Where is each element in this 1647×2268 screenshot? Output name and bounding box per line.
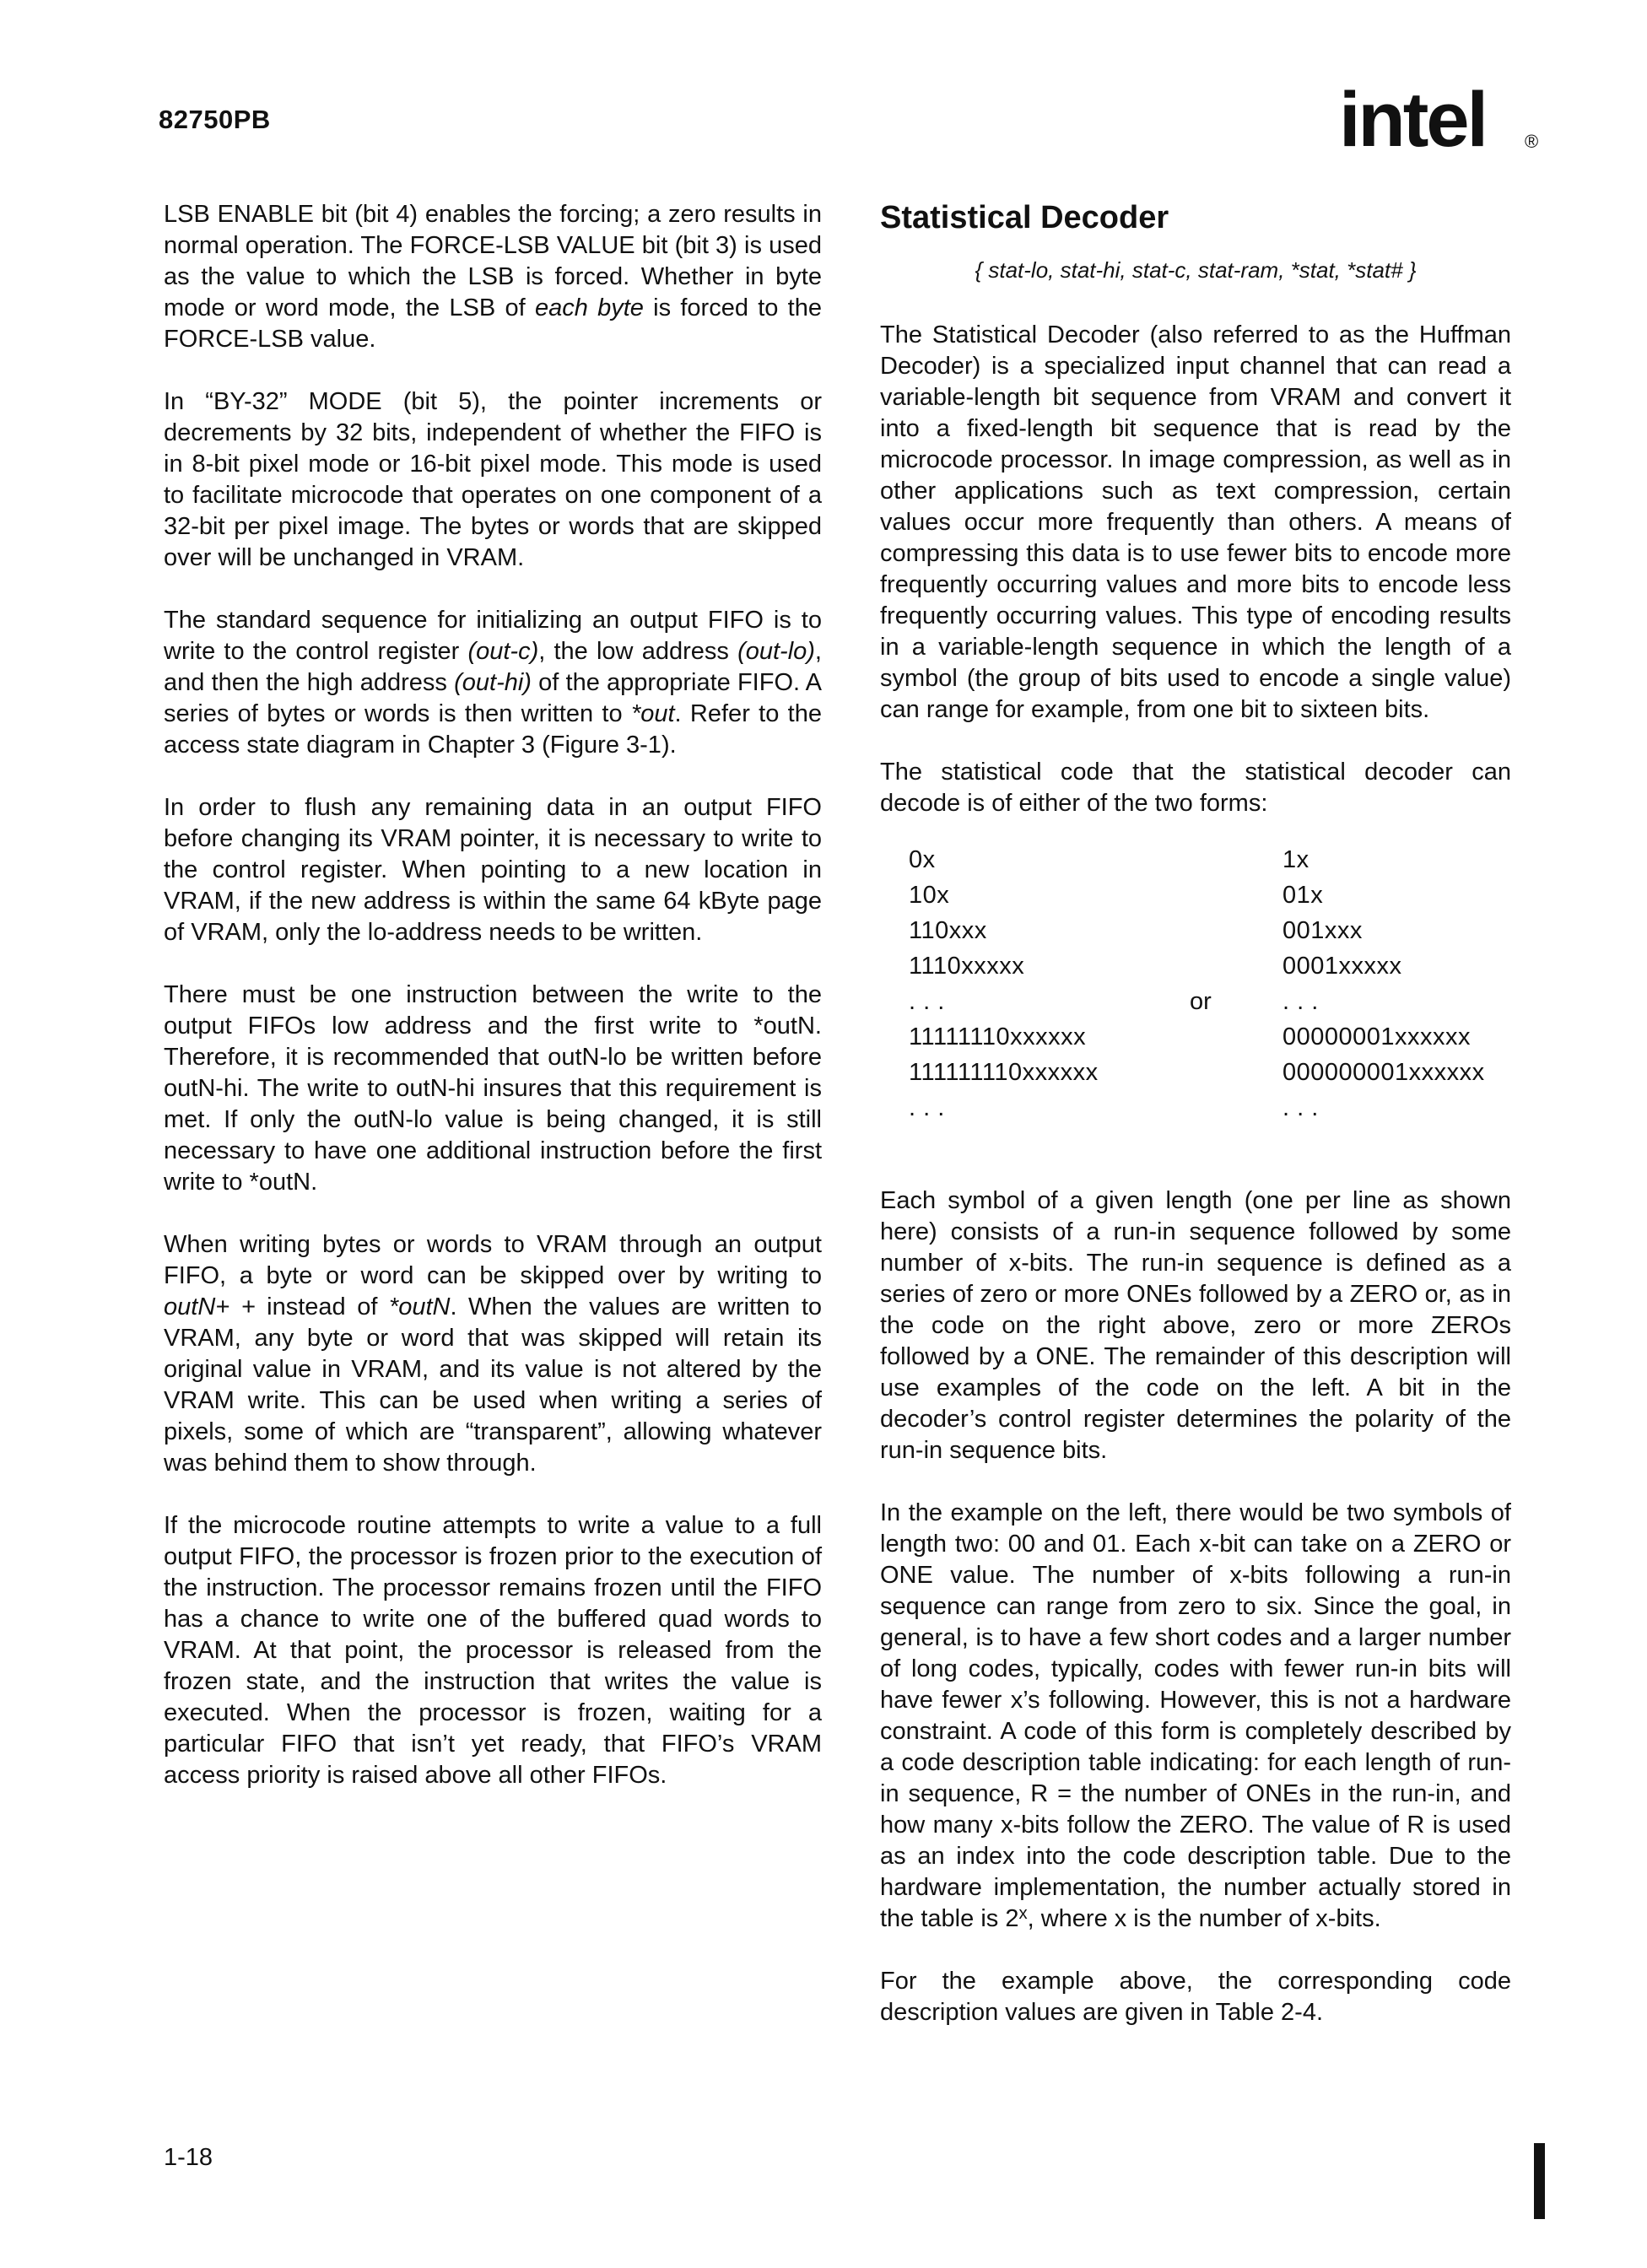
paragraph [164, 386, 822, 574]
code-entry: 0001xxxxx [1282, 953, 1402, 980]
emphasis: outN+ + [164, 1293, 256, 1320]
paragraph [164, 1229, 822, 1479]
text-run: , the low address [538, 638, 738, 665]
change-bar [1534, 2143, 1545, 2219]
emphasis: each byte [534, 294, 644, 321]
text-run: LSB ENABLE bit (bit 4) enables the forcing; a zero results in normal operation. The FORCE-LSB VALUE bit (bit 3) is used as the value to which the LSB is forced. Whether in byte mode or word mode, the LSB of [164, 201, 822, 321]
code-column-right [1282, 842, 1485, 1126]
code-column-left [909, 842, 1099, 1126]
left-column [164, 199, 822, 1822]
part-number: 82750PB [159, 105, 271, 134]
code-entry: . . . [909, 988, 945, 1015]
intel-logo-text: intel [1339, 77, 1487, 163]
text-run: , where x is the number of x-bits. [1027, 1905, 1381, 1932]
section-heading: Statistical Decoder [880, 200, 1169, 235]
text-run: There must be one instruction between the write to the output FIFOs low address and the first write to *outN. Therefore, it is recommended that outN-lo be written before outN-hi. The write to outN-hi insures that this requirement is met. If only the outN-lo value is being changed, it is still necessary to have one additional instruction before the first write to *outN. [164, 981, 822, 1196]
code-entry: 000000001xxxxxx [1282, 1059, 1485, 1086]
emphasis: (out-c) [467, 638, 539, 665]
code-entry: 10x [909, 882, 950, 909]
superscript: x [1018, 1904, 1028, 1923]
code-entry: 110xxx [909, 917, 987, 944]
paragraph [164, 1510, 822, 1791]
text-run: . Refer to the access state diagram in Chapter 3 (Figure 3-1). [164, 700, 822, 759]
code-or-label: or [1190, 988, 1212, 1015]
paragraph [880, 1498, 1511, 1935]
paragraph [880, 1966, 1511, 2028]
paragraph [164, 792, 822, 948]
paragraph: The Statistical Decoder (also referred to as the Huffman Decoder) is a specialized input channel that can read a variable-length bit sequence from VRAM and convert it into a fixed-length bit sequence that is read by the microcode processor. In image compression, as well as in other applications such as text compression, certain values occur more frequently than others. A means of compressing this data is to use fewer bits to encode more frequently occurring values and more bits to encode less frequently occurring values. This type of encoding results in a variable-length sequence in which the length of a symbol (the group of bits used to encode a single value) can range for example, from one bit to sixteen bits. [880, 321, 1511, 723]
intel-logo [1337, 46, 1548, 173]
emphasis: *out [630, 700, 675, 727]
paragraph [164, 199, 822, 355]
text-run: Each symbol of a given length (one per line as shown here) consists of a run-in sequence followed by some number of x-bits. The run-in sequence is defined as a series of zero or more ONEs followed by a ZERO or, as in the code on the right above, zero or more ZEROs followed by a ONE. The remainder of this description will use examples of the code on the left. A bit in the decoder’s control register determines the polarity of the run-in sequence bits. [880, 1187, 1511, 1464]
code-entry: 0x [909, 846, 936, 873]
code-entry: 00000001xxxxxx [1282, 1023, 1472, 1050]
code-table [880, 842, 1511, 1154]
text-run: instead of [255, 1293, 389, 1320]
paragraph: The statistical code that the statistical decoder can decode is of either of the two forms: [880, 759, 1511, 817]
emphasis: (out-lo) [737, 638, 815, 665]
code-entry: 1110xxxxx [909, 953, 1025, 980]
paragraph [164, 980, 822, 1198]
text-run: of the appropriate FIFO. A series of bytes or words is then written to [164, 669, 822, 727]
text-run: . When the values are written to VRAM, any byte or word that was skipped will retain its original value in VRAM, and its value is not altered by the VRAM write. This can be used when writing a series of pixels, some of which are “transparent”, allowing whatever was behind them to show through. [164, 1293, 823, 1477]
text-run: is forced to the FORCE-LSB value. [164, 294, 822, 353]
text-run: When writing bytes or words to VRAM through an output FIFO, a byte or word can be skipped over by writing to [164, 1231, 822, 1289]
code-entry: 111111110xxxxxx [909, 1059, 1099, 1086]
code-entry: . . . [909, 1094, 945, 1121]
text-run: For the example above, the corresponding code description values are given in Table 2-4. [880, 1968, 1511, 2026]
text-run: In “BY-32” MODE (bit 5), the pointer increments or decrements by 32 bits, independent of whether the FIFO is in 8-bit pixel mode or 16-bit pixel mode. This mode is used to facilitate microcode that operates on one component of a 32-bit per pixel image. The bytes or words that are skipped over will be unchanged in VRAM. [164, 388, 822, 571]
paragraph [164, 605, 822, 761]
text-run: In order to flush any remaining data in an output FIFO before changing its VRAM pointer, it is necessary to write to the control register. When pointing to a new location in VRAM, if the new address is within the same 64 kByte page of VRAM, only the lo-address needs to be written. [164, 794, 822, 946]
page-number: 1-18 [164, 2144, 213, 2171]
section-tags: { stat-lo, stat-hi, stat-c, stat-ram, *stat, *stat# } [975, 257, 1417, 283]
registered-mark: ® [1525, 131, 1539, 152]
code-entry: 01x [1282, 882, 1324, 909]
code-entry: 1x [1282, 846, 1310, 873]
emphasis: (out-hi) [454, 669, 532, 696]
text-run: If the microcode routine attempts to write a value to a full output FIFO, the processor is frozen prior to the execution of the instruction. The processor remains frozen until the FIFO has a chance to write one of the buffered quad words to VRAM. At that point, the processor is released from the frozen state, and the instruction that writes the value is executed. When the processor is frozen, waiting for a particular FIFO that isn’t yet ready, that FIFO’s VRAM access priority is raised above all other FIFOs. [164, 1512, 822, 1789]
text-run: In the example on the left, there would be two symbols of length two: 00 and 01. Each x-bit can take on a ZERO or ONE value. The number of x-bits following a run-in sequence can range from zero to six. Since the goal, in general, is to have a few short codes and a larger number of long codes, typically, codes with fewer run-in bits will have fewer x’s following. However, this is not a hardware constraint. A code of this form is completely described by a code description table indicating: for each length of run-in sequence, R = the number of ONEs in the run-in, and how many x-bits follow the ZERO. The value of R is used as an index into the code description table. Due to the hardware implementation, the number actually stored in the table is 2 [880, 1499, 1511, 1932]
emphasis: *outN [388, 1293, 451, 1320]
paragraph [880, 1185, 1511, 1466]
code-entry: . . . [1282, 1094, 1319, 1121]
right-column [880, 199, 1511, 2060]
code-entry: 11111110xxxxxx [909, 1023, 1087, 1050]
code-entry: . . . [1282, 988, 1319, 1015]
text-run: , and then the high address [164, 638, 822, 696]
code-entry: 001xxx [1282, 917, 1363, 944]
text-run: The standard sequence for initializing an output FIFO is to write to the control register [164, 607, 822, 665]
